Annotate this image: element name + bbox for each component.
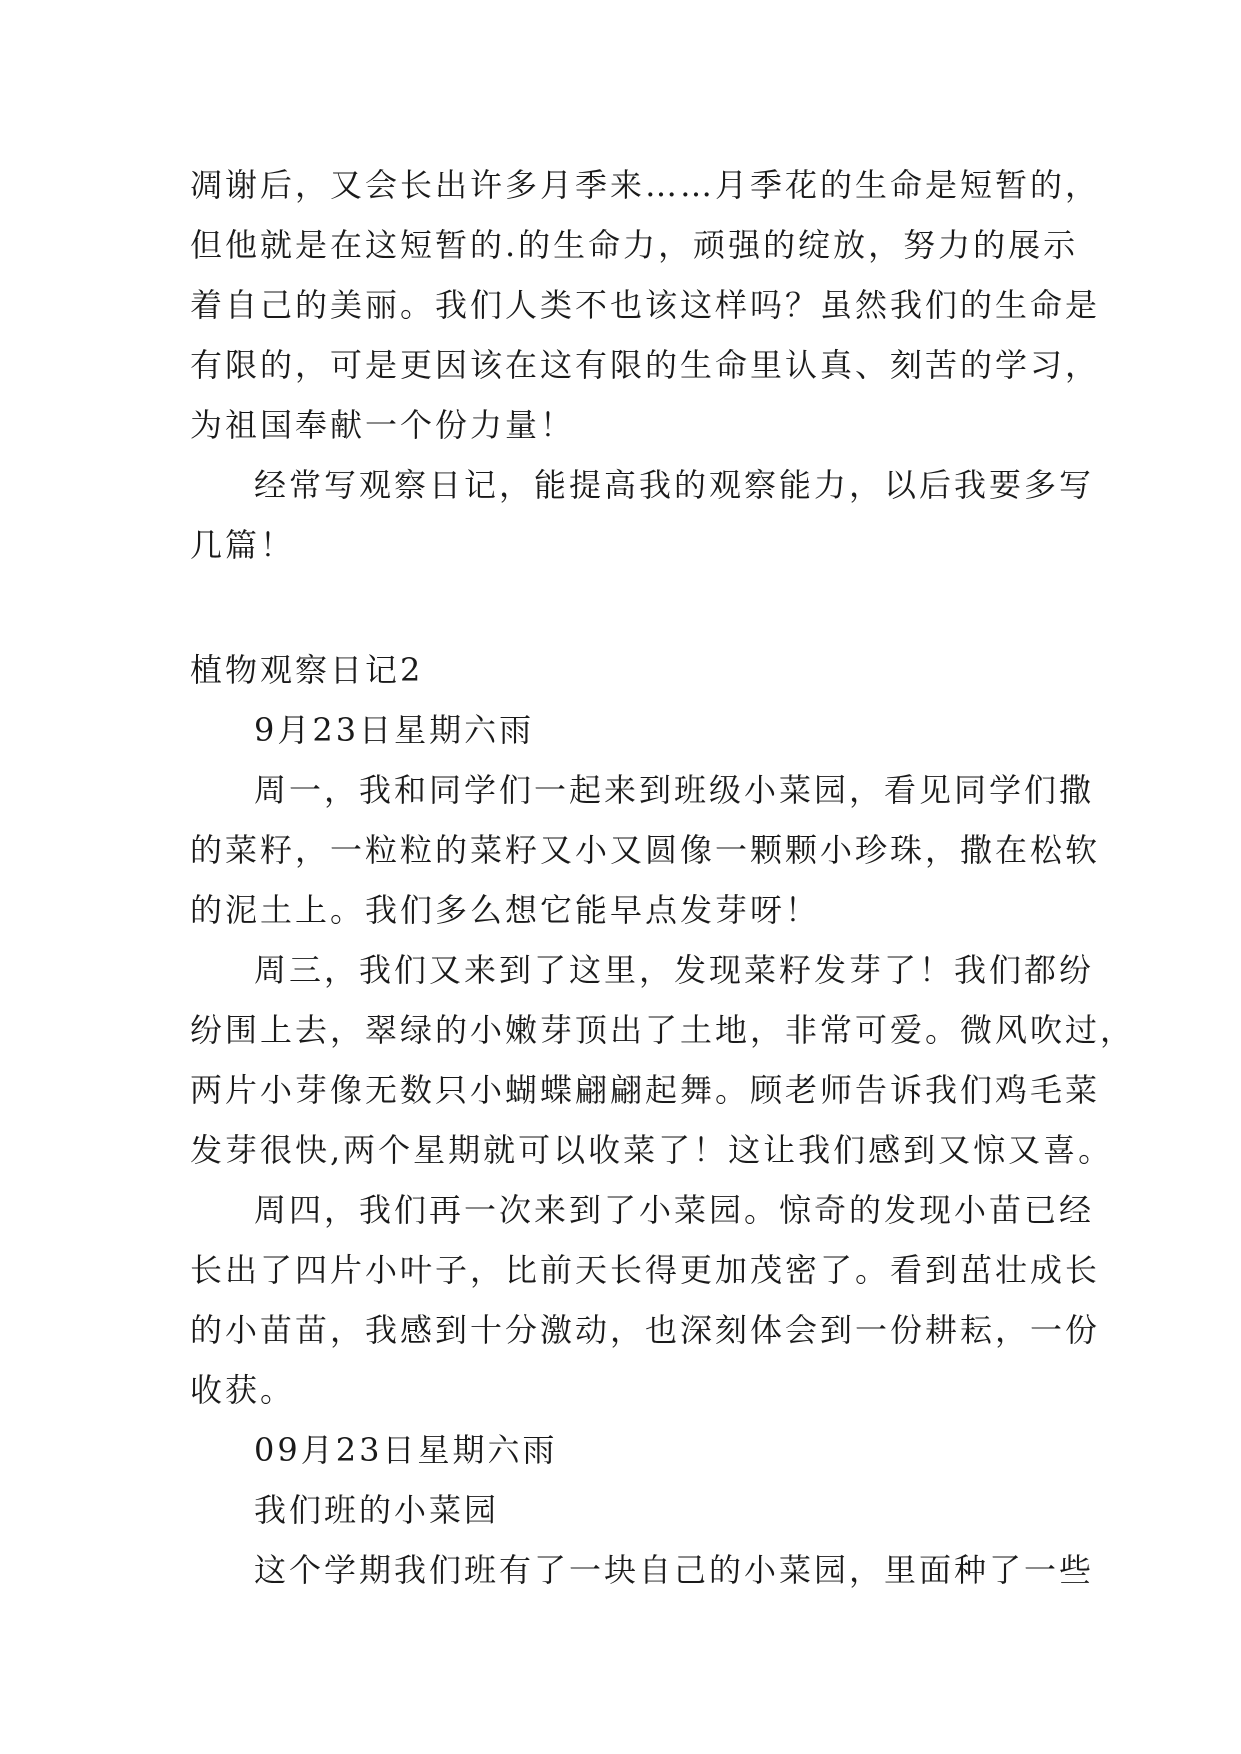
date-line: 09月23日星期六雨 xyxy=(254,1431,558,1469)
section-title: 植物观察日记2 xyxy=(190,651,424,689)
text-line: 周三，我们又来到了这里，发现菜籽发芽了！我们都纷 xyxy=(254,951,1095,989)
text-line: 这个学期我们班有了一块自己的小菜园，里面种了一些 xyxy=(254,1551,1095,1589)
text-line: 长出了四片小叶子，比前天长得更加茂密了。看到茁壮成长 xyxy=(190,1251,1101,1289)
text-line: 纷围上去，翠绿的小嫩芽顶出了土地，非常可爱。微风吹过， xyxy=(190,1011,1136,1049)
text-line: 的菜籽，一粒粒的菜籽又小又圆像一颗颗小珍珠，撒在松软 xyxy=(190,831,1101,869)
text-line: 为祖国奉献一个份力量！ xyxy=(190,406,576,444)
text-line: 的小苗苗，我感到十分激动，也深刻体会到一份耕耘，一份 xyxy=(190,1311,1101,1349)
date-line: 9月23日星期六雨 xyxy=(254,711,535,749)
text-line: 的泥土上。我们多么想它能早点发芽呀！ xyxy=(190,891,821,929)
text-line: 经常写观察日记，能提高我的观察能力，以后我要多写 xyxy=(254,466,1095,504)
text-line: 但他就是在这短暂的.的生命力，顽强的绽放，努力的展示 xyxy=(190,226,1079,264)
text-line: 周一，我和同学们一起来到班级小菜园，看见同学们撒 xyxy=(254,771,1095,809)
text-line: 收获。 xyxy=(190,1371,296,1409)
text-line: 着自己的美丽。我们人类不也该这样吗？虽然我们的生命是 xyxy=(190,286,1101,324)
text-line: 发芽很快,两个星期就可以收菜了！这让我们感到又惊又喜。 xyxy=(190,1131,1114,1169)
text-line: 有限的，可是更因该在这有限的生命里认真、刻苦的学习， xyxy=(190,346,1101,384)
text-line: 周四，我们再一次来到了小菜园。惊奇的发现小苗已经 xyxy=(254,1191,1095,1229)
text-line: 两片小芽像无数只小蝴蝶翩翩起舞。顾老师告诉我们鸡毛菜 xyxy=(190,1071,1101,1109)
text-line: 凋谢后，又会长出许多月季来……月季花的生命是短暂的， xyxy=(190,166,1101,204)
text-line: 几篇！ xyxy=(190,526,296,564)
subsection-title: 我们班的小菜园 xyxy=(254,1491,500,1529)
